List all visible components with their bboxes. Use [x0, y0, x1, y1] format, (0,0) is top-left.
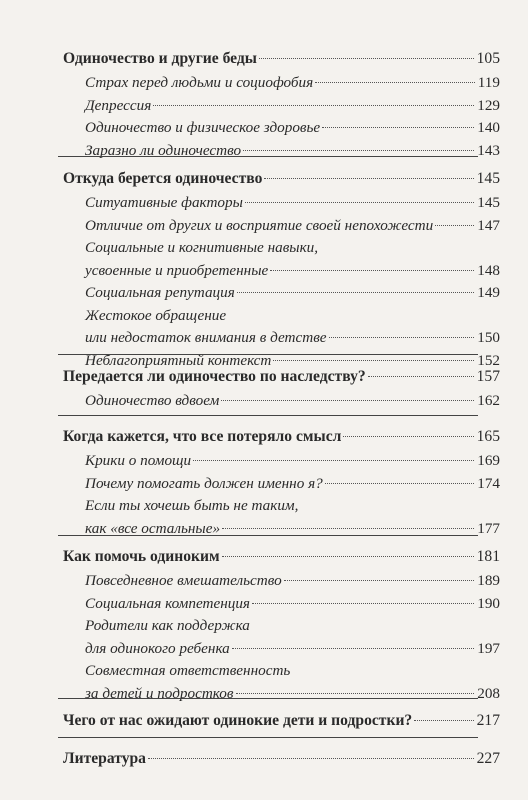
subsection-entry-line[interactable] — [85, 305, 500, 327]
subsection-entry[interactable] — [85, 570, 500, 592]
chapter-entry-page-number: 217 — [476, 712, 500, 729]
subsection-entry-line-title: Совместная ответственность — [85, 662, 291, 679]
subsection-entry-title: усвоенные и приобретенные — [85, 261, 269, 279]
subsection-entry[interactable] — [85, 282, 500, 304]
chapter-entry-page-number: 157 — [476, 368, 500, 385]
chapter-entry[interactable] — [63, 748, 500, 770]
leader-dots — [232, 648, 474, 649]
section-divider — [58, 698, 478, 699]
chapter-entry[interactable] — [63, 546, 500, 568]
subsection-entry-page-number: 149 — [477, 284, 500, 301]
leader-dots — [329, 337, 475, 338]
subsection-entry-page-number: 152 — [477, 351, 500, 369]
chapter-entry[interactable] — [63, 168, 500, 190]
leader-dots — [243, 150, 474, 151]
subsection-entry[interactable] — [85, 518, 500, 540]
subsection-entry[interactable] — [85, 473, 500, 495]
subsection-entry[interactable] — [85, 390, 500, 412]
subsection-entry-page-number: 148 — [477, 261, 500, 279]
subsection-entry-title: Повседневное вмешательство — [85, 572, 282, 589]
subsection-entry-page-number: 208 — [477, 684, 500, 702]
leader-dots — [264, 178, 473, 179]
section-divider — [58, 415, 478, 416]
subsection-entry-title: Ситуативные факторы — [85, 194, 243, 211]
chapter-entry-page-number: 181 — [476, 548, 500, 565]
subsection-entry[interactable] — [85, 117, 500, 139]
subsection-entry[interactable] — [85, 192, 500, 214]
leader-dots — [252, 603, 474, 604]
leader-dots — [368, 376, 474, 377]
chapter-entry[interactable] — [63, 426, 500, 448]
subsection-entry-page-number: 177 — [477, 519, 500, 537]
subsection-entry-page-number: 143 — [477, 141, 500, 159]
subsection-entry-page-number: 169 — [477, 452, 500, 469]
subsection-entry-line-title: Родители как поддержка — [85, 617, 250, 634]
leader-dots — [193, 460, 474, 461]
leader-dots — [222, 528, 474, 529]
section-divider — [58, 737, 478, 738]
subsection-entry-page-number: 162 — [477, 392, 500, 409]
subsection-entry[interactable] — [85, 327, 500, 349]
chapter-entry-title: Одиночество и другие беды — [63, 50, 257, 67]
subsection-entry-line-title: Если ты хочешь быть не таким, — [85, 497, 299, 514]
subsection-entry[interactable] — [85, 638, 500, 660]
section-divider — [58, 156, 478, 157]
chapter-entry-title: Передается ли одиночество по наследству? — [63, 368, 366, 385]
subsection-entry[interactable] — [85, 215, 500, 237]
leader-dots — [148, 758, 474, 759]
chapter-entry-title: Чего от нас ожидают одинокие дети и подростки? — [63, 712, 413, 729]
subsection-entry-line[interactable] — [85, 495, 500, 517]
subsection-entry-title: Отличие от других и восприятие своей непохожести — [85, 216, 434, 234]
subsection-entry[interactable] — [85, 72, 500, 94]
subsection-entry-line[interactable] — [85, 615, 500, 637]
subsection-entry-title: Неблагоприятный контекст — [85, 351, 272, 369]
chapter-entry-title: Когда кажется, что все потеряло смысл — [63, 428, 342, 445]
leader-dots — [237, 292, 474, 293]
subsection-entry-page-number: 129 — [477, 96, 500, 114]
subsection-entry-title: Одиночество и физическое здоровье — [85, 119, 321, 136]
subsection-entry[interactable] — [85, 95, 500, 117]
subsection-entry-page-number: 140 — [477, 119, 500, 136]
subsection-entry-title: Заразно ли одиночество — [85, 141, 242, 159]
chapter-entry-page-number: 145 — [476, 170, 500, 187]
leader-dots — [273, 360, 474, 361]
section-divider — [58, 535, 478, 536]
leader-dots — [221, 400, 474, 401]
leader-dots — [153, 105, 474, 106]
subsection-entry-title: Депрессия — [85, 96, 152, 114]
subsection-entry-page-number: 119 — [477, 74, 500, 91]
chapter-entry[interactable] — [63, 366, 500, 388]
subsection-entry-title: Социальная компетенция — [85, 594, 250, 612]
subsection-entry-title: Одиночество вдвоем — [85, 392, 220, 409]
subsection-entry-page-number: 174 — [477, 474, 500, 492]
subsection-entry-page-number: 189 — [477, 572, 500, 589]
subsection-entry[interactable] — [85, 450, 500, 472]
subsection-entry-title: Социальная репутация — [85, 284, 235, 301]
chapter-entry[interactable] — [63, 710, 500, 732]
leader-dots — [343, 436, 473, 437]
subsection-entry-title: Почему помогать должен именно я? — [85, 474, 323, 492]
chapter-entry-page-number: 105 — [476, 50, 500, 67]
chapter-entry-title: Как помочь одиноким — [63, 548, 220, 565]
chapter-entry-title: Откуда берется одиночество — [63, 170, 263, 187]
subsection-entry-line-title: Жестокое обращение — [85, 306, 227, 324]
subsection-entry-title: как «все остальные» — [85, 519, 221, 537]
leader-dots — [222, 556, 474, 557]
leader-dots — [325, 483, 474, 484]
subsection-entry-line[interactable] — [85, 237, 500, 259]
leader-dots — [245, 202, 474, 203]
subsection-entry-title: Страх перед людьми и социофобия — [85, 74, 314, 91]
leader-dots — [435, 225, 474, 226]
subsection-entry-title: для одинокого ребенка — [85, 639, 230, 657]
subsection-entry-page-number: 145 — [477, 194, 500, 211]
leader-dots — [414, 720, 473, 721]
subsection-entry-line-title: Социальные и когнитивные навыки, — [85, 239, 319, 256]
leader-dots — [270, 270, 474, 271]
subsection-entry-title: Крики о помощи — [85, 452, 192, 469]
chapter-entry-title: Литература — [63, 750, 146, 767]
leader-dots — [284, 580, 475, 581]
leader-dots — [315, 82, 475, 83]
leader-dots — [236, 693, 475, 694]
subsection-entry-line[interactable] — [85, 660, 500, 682]
subsection-entry-title: или недостаток внимания в детстве — [85, 329, 327, 346]
chapter-entry-page-number: 227 — [476, 750, 500, 767]
subsection-entry-page-number: 190 — [477, 594, 500, 612]
chapter-entry-page-number: 165 — [476, 428, 500, 445]
subsection-entry[interactable] — [85, 683, 500, 705]
subsection-entry[interactable] — [85, 593, 500, 615]
subsection-entry-page-number: 150 — [477, 329, 500, 346]
subsection-entry[interactable] — [85, 140, 500, 162]
subsection-entry-title: за детей и подростков — [85, 684, 234, 702]
leader-dots — [322, 127, 474, 128]
subsection-entry-page-number: 147 — [477, 216, 500, 234]
section-divider — [58, 354, 478, 355]
subsection-entry[interactable] — [85, 260, 500, 282]
subsection-entry-page-number: 197 — [477, 639, 500, 657]
leader-dots — [259, 58, 474, 59]
chapter-entry[interactable] — [63, 48, 500, 70]
